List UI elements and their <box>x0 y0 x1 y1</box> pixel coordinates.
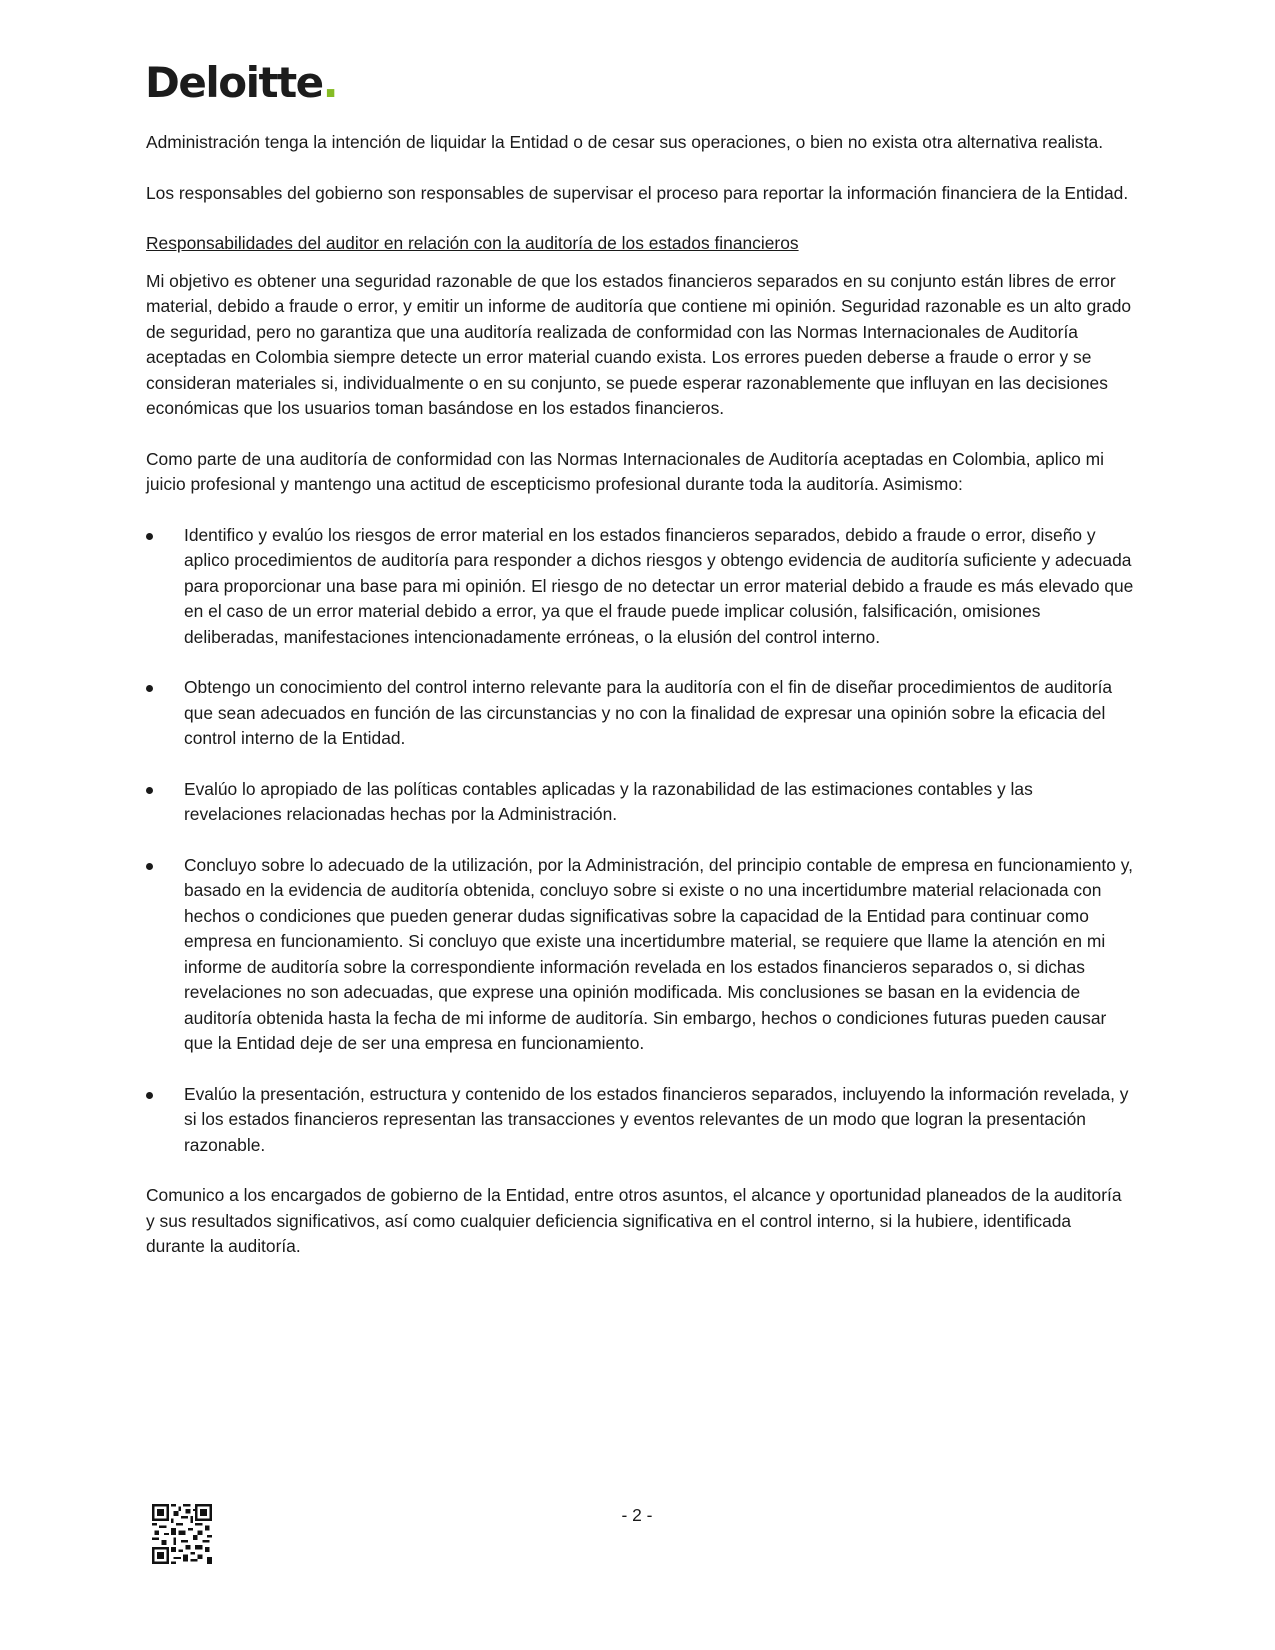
list-item-text: Evalúo lo apropiado de las políticas contables aplicadas y la razonabilidad de las estimaciones contables y las revelaciones relacionadas hechas por la Administración. <box>184 778 1033 824</box>
paragraph-audit-part: Como parte de una auditoría de conformidad con las Normas Internacionales de Auditoría aceptadas en Colombia, aplico mi juicio profesional y mantengo una actitud de escepticismo profesional durante toda la auditoría. Asimismo: <box>146 448 1105 494</box>
bullet-icon <box>146 863 153 870</box>
list-item <box>146 777 1134 828</box>
bullet-list <box>146 523 1134 1159</box>
logo-dot: . <box>322 58 338 107</box>
page-number: - 2 - <box>621 1505 653 1525</box>
qr-code-icon <box>152 1504 212 1564</box>
deloitte-logo <box>145 58 338 107</box>
document-body <box>146 130 1134 1285</box>
list-item-text: Evalúo la presentación, estructura y contenido de los estados financieros separados, incluyendo la información revelada, y si los estados financieros representan las transacciones y eventos relevantes de un modo que logran la presentación razonable. <box>184 1083 1129 1155</box>
list-item-text: Identifico y evalúo los riesgos de error material en los estados financieros separados, debido a fraude o error, diseño y aplico procedimientos de auditoría para responder a dichos riesgos y obtengo evidencia de auditoría suficiente y adecuada para proporcionar una base para mi opinión. El riesgo de no detectar un error material debido a fraude es más elevado que en el caso de un error material debido a error, ya que el fraude puede implicar colusión, falsificación, omisiones deliberadas, manifestaciones intencionadamente erróneas, o la elusión del control interno. <box>184 524 1134 647</box>
section-heading: Responsabilidades del auditor en relación con la auditoría de los estados financieros <box>146 233 799 253</box>
logo-text: Deloitte <box>145 58 323 107</box>
paragraph-objective: Mi objetivo es obtener una seguridad razonable de que los estados financieros separados en su conjunto están libres de error material, debido a fraude o error, y emitir un informe de auditoría que contiene mi opinión. Seguridad razonable es un alto grado de seguridad, pero no garantiza que una auditoría realizada de conformidad con las Normas Internacionales de Auditoría aceptadas en Colombia siempre detecte un error material cuando exista. Los errores pueden deberse a fraude o error y se consideran materiales si, individualmente o en su conjunto, se puede esperar razonablemente que influyan en las decisiones económicas que los usuarios toman basándose en los estados financieros. <box>146 270 1132 418</box>
list-item <box>146 1082 1134 1159</box>
list-item <box>146 523 1134 651</box>
bullet-icon <box>146 685 153 692</box>
bullet-icon <box>146 1092 153 1099</box>
list-item-text: Concluyo sobre lo adecuado de la utilización, por la Administración, del principio contable de empresa en funcionamiento y, basado en la evidencia de auditoría obtenida, concluyo sobre si existe o no una incertidumbre material relacionada con hechos o condiciones que pueden generar dudas significativas sobre la capacidad de la Entidad para continuar como empresa en funcionamiento. Si concluyo que existe una incertidumbre material, se requiere que llame la atención en mi informe de auditoría sobre la correspondiente información revelada en los estados financieros separados o, si dichas revelaciones no son adecuadas, que exprese una opinión modificada. Mis conclusiones se basan en la evidencia de auditoría obtenida hasta la fecha de mi informe de auditoría. Sin embargo, hechos o condiciones futuras pueden causar que la Entidad deje de ser una empresa en funcionamiento. <box>184 854 1133 1053</box>
list-item <box>146 675 1134 752</box>
list-item-text: Obtengo un conocimiento del control interno relevante para la auditoría con el fin de diseñar procedimientos de auditoría que sean adecuados en función de las circunstancias y no con la finalidad de expresar una opinión sobre la eficacia del control interno de la Entidad. <box>184 677 1113 748</box>
paragraph-communication: Comunico a los encargados de gobierno de la Entidad, entre otros asuntos, el alcance y oportunidad planeados de la auditoría y sus resultados significativos, así como cualquier deficiencia significativa en el control interno, si la hubiere, identificada durante la auditoría. <box>146 1185 1122 1256</box>
list-item <box>146 853 1134 1057</box>
paragraph-continuation: Administración tenga la intención de liquidar la Entidad o de cesar sus operaciones, o bien no exista otra alternativa realista. <box>146 132 1104 152</box>
paragraph-governance: Los responsables del gobierno son responsables de supervisar el proceso para reportar la información financiera de la Entidad. <box>146 182 1129 203</box>
bullet-icon <box>146 533 153 540</box>
bullet-icon <box>146 787 153 794</box>
